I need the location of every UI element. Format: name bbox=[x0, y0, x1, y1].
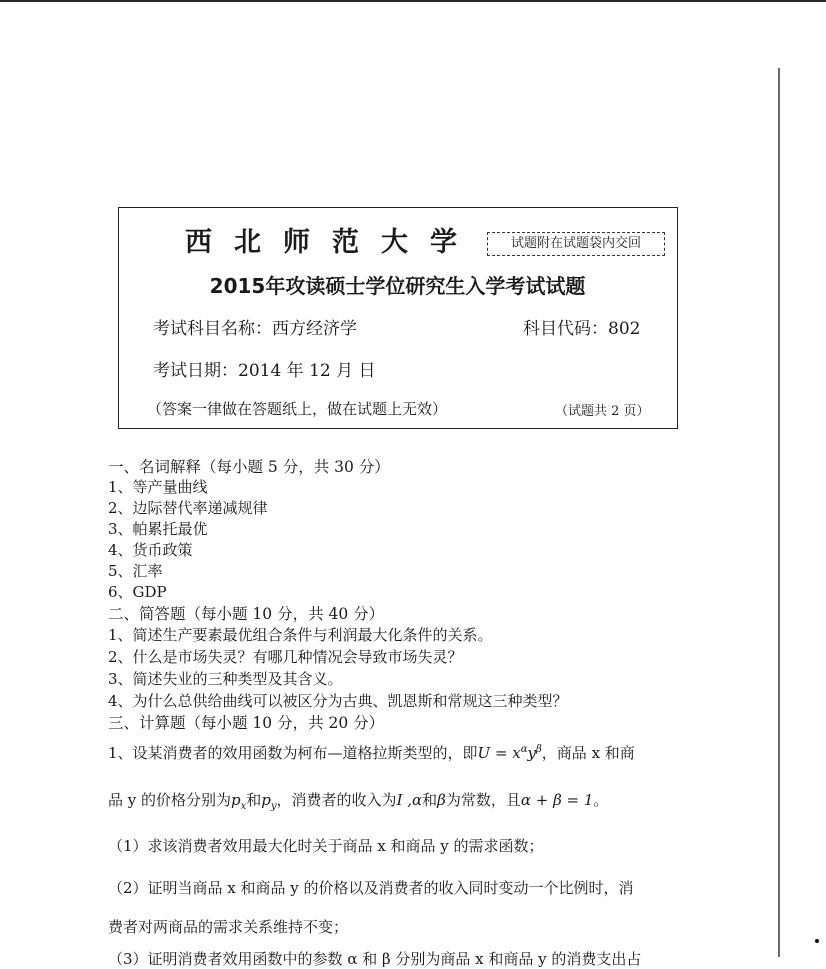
exam-date: 考试日期：2014 年 12 月 日 bbox=[153, 361, 376, 381]
price-x-sub: x bbox=[240, 801, 247, 812]
section1-item: 4、货币政策 bbox=[108, 541, 193, 559]
code-line bbox=[523, 314, 640, 339]
section2-title: 二、简答题（每小题 10 分，共 40 分） bbox=[108, 605, 385, 623]
subquestion-3-partial: （3）证明消费者效用函数中的参数 α 和 β 分别为商品 x 和商品 y 的消费支出占 bbox=[108, 950, 642, 968]
scan-dot bbox=[815, 939, 819, 943]
section2-item: 1、简述生产要素最优组合条件与利润最大化条件的关系。 bbox=[108, 626, 493, 644]
and-word: 和 bbox=[246, 791, 262, 809]
university-name: 西北师范大学 bbox=[185, 227, 479, 258]
price-y-sub: y bbox=[270, 801, 277, 812]
beta-exponent: β bbox=[536, 744, 542, 755]
price-y-base: p bbox=[261, 791, 271, 809]
section1-title: 一、名词解释（每小题 5 分，共 30 分） bbox=[108, 458, 390, 476]
q1-params: I ,α bbox=[396, 791, 423, 809]
q1-text-d: ，消费者的收入为 bbox=[276, 791, 397, 809]
section1-item: 5、汇率 bbox=[108, 562, 163, 580]
section1-item: 6、GDP bbox=[108, 583, 167, 601]
q1-beta: β bbox=[437, 791, 446, 809]
section1-item: 3、帕累托最优 bbox=[108, 520, 208, 538]
q1-text-a: 1、设某消费者的效用函数为柯布—道格拉斯类型的，即 bbox=[108, 744, 478, 762]
utility-formula-u: U = x bbox=[477, 744, 521, 762]
section1-item: 1、等产量曲线 bbox=[108, 478, 208, 496]
return-note: 试题附在试题袋内交回 bbox=[487, 232, 665, 256]
exam-header-box bbox=[118, 207, 678, 429]
subject-name: 西方经济学 bbox=[272, 319, 357, 339]
subquestion-2-line2: 费者对两商品的需求关系维持不变； bbox=[108, 918, 349, 936]
subquestion-2-line1: （2）证明当商品 x 和商品 y 的价格以及消费者的收入同时变动一个比例时，消 bbox=[108, 879, 634, 897]
scan-edge-right bbox=[778, 68, 780, 957]
section3-title: 三、计算题（每小题 10 分，共 20 分） bbox=[108, 714, 385, 732]
subquestion-1: （1）求该消费者效用最大化时关于商品 x 和商品 y 的需求函数； bbox=[108, 837, 544, 855]
exam-title: 2015年攻读硕士学位研究生入学考试试题 bbox=[209, 274, 586, 298]
utility-formula-y: y bbox=[527, 744, 537, 762]
q1-text-c: 品 y 的价格分别为 bbox=[108, 791, 232, 809]
q1-text-e: 和 bbox=[422, 791, 438, 809]
alpha-exponent: α bbox=[520, 744, 528, 755]
subject-label: 考试科目名称： bbox=[153, 319, 272, 339]
section2-item: 2、什么是市场失灵？有哪几种情况会导致市场失灵？ bbox=[108, 648, 463, 666]
code-label: 科目代码： bbox=[523, 319, 608, 339]
question1-line2 bbox=[108, 789, 608, 812]
q1-text-f: 为常数，且 bbox=[445, 791, 521, 809]
q1-text-b: ，商品 x 和商 bbox=[541, 744, 635, 762]
q1-end: 。 bbox=[593, 791, 609, 809]
section1-item: 2、边际替代率递减规律 bbox=[108, 499, 268, 517]
section2-item: 3、简述失业的三种类型及其含义。 bbox=[108, 670, 343, 688]
scan-edge-top bbox=[0, 0, 826, 2]
subject-line bbox=[153, 314, 357, 339]
q1-constraint: α + β = 1 bbox=[520, 791, 594, 809]
section2-item: 4、为什么总供给曲线可以被区分为古典、凯恩斯和常规这三种类型？ bbox=[108, 692, 568, 710]
pages-note: （试题共 2 页） bbox=[555, 404, 650, 419]
answer-note: （答案一律做在答题纸上，做在试题上无效） bbox=[147, 400, 448, 418]
price-x-base: p bbox=[231, 791, 241, 809]
subject-code: 802 bbox=[608, 319, 641, 339]
question1-line1 bbox=[108, 742, 635, 763]
